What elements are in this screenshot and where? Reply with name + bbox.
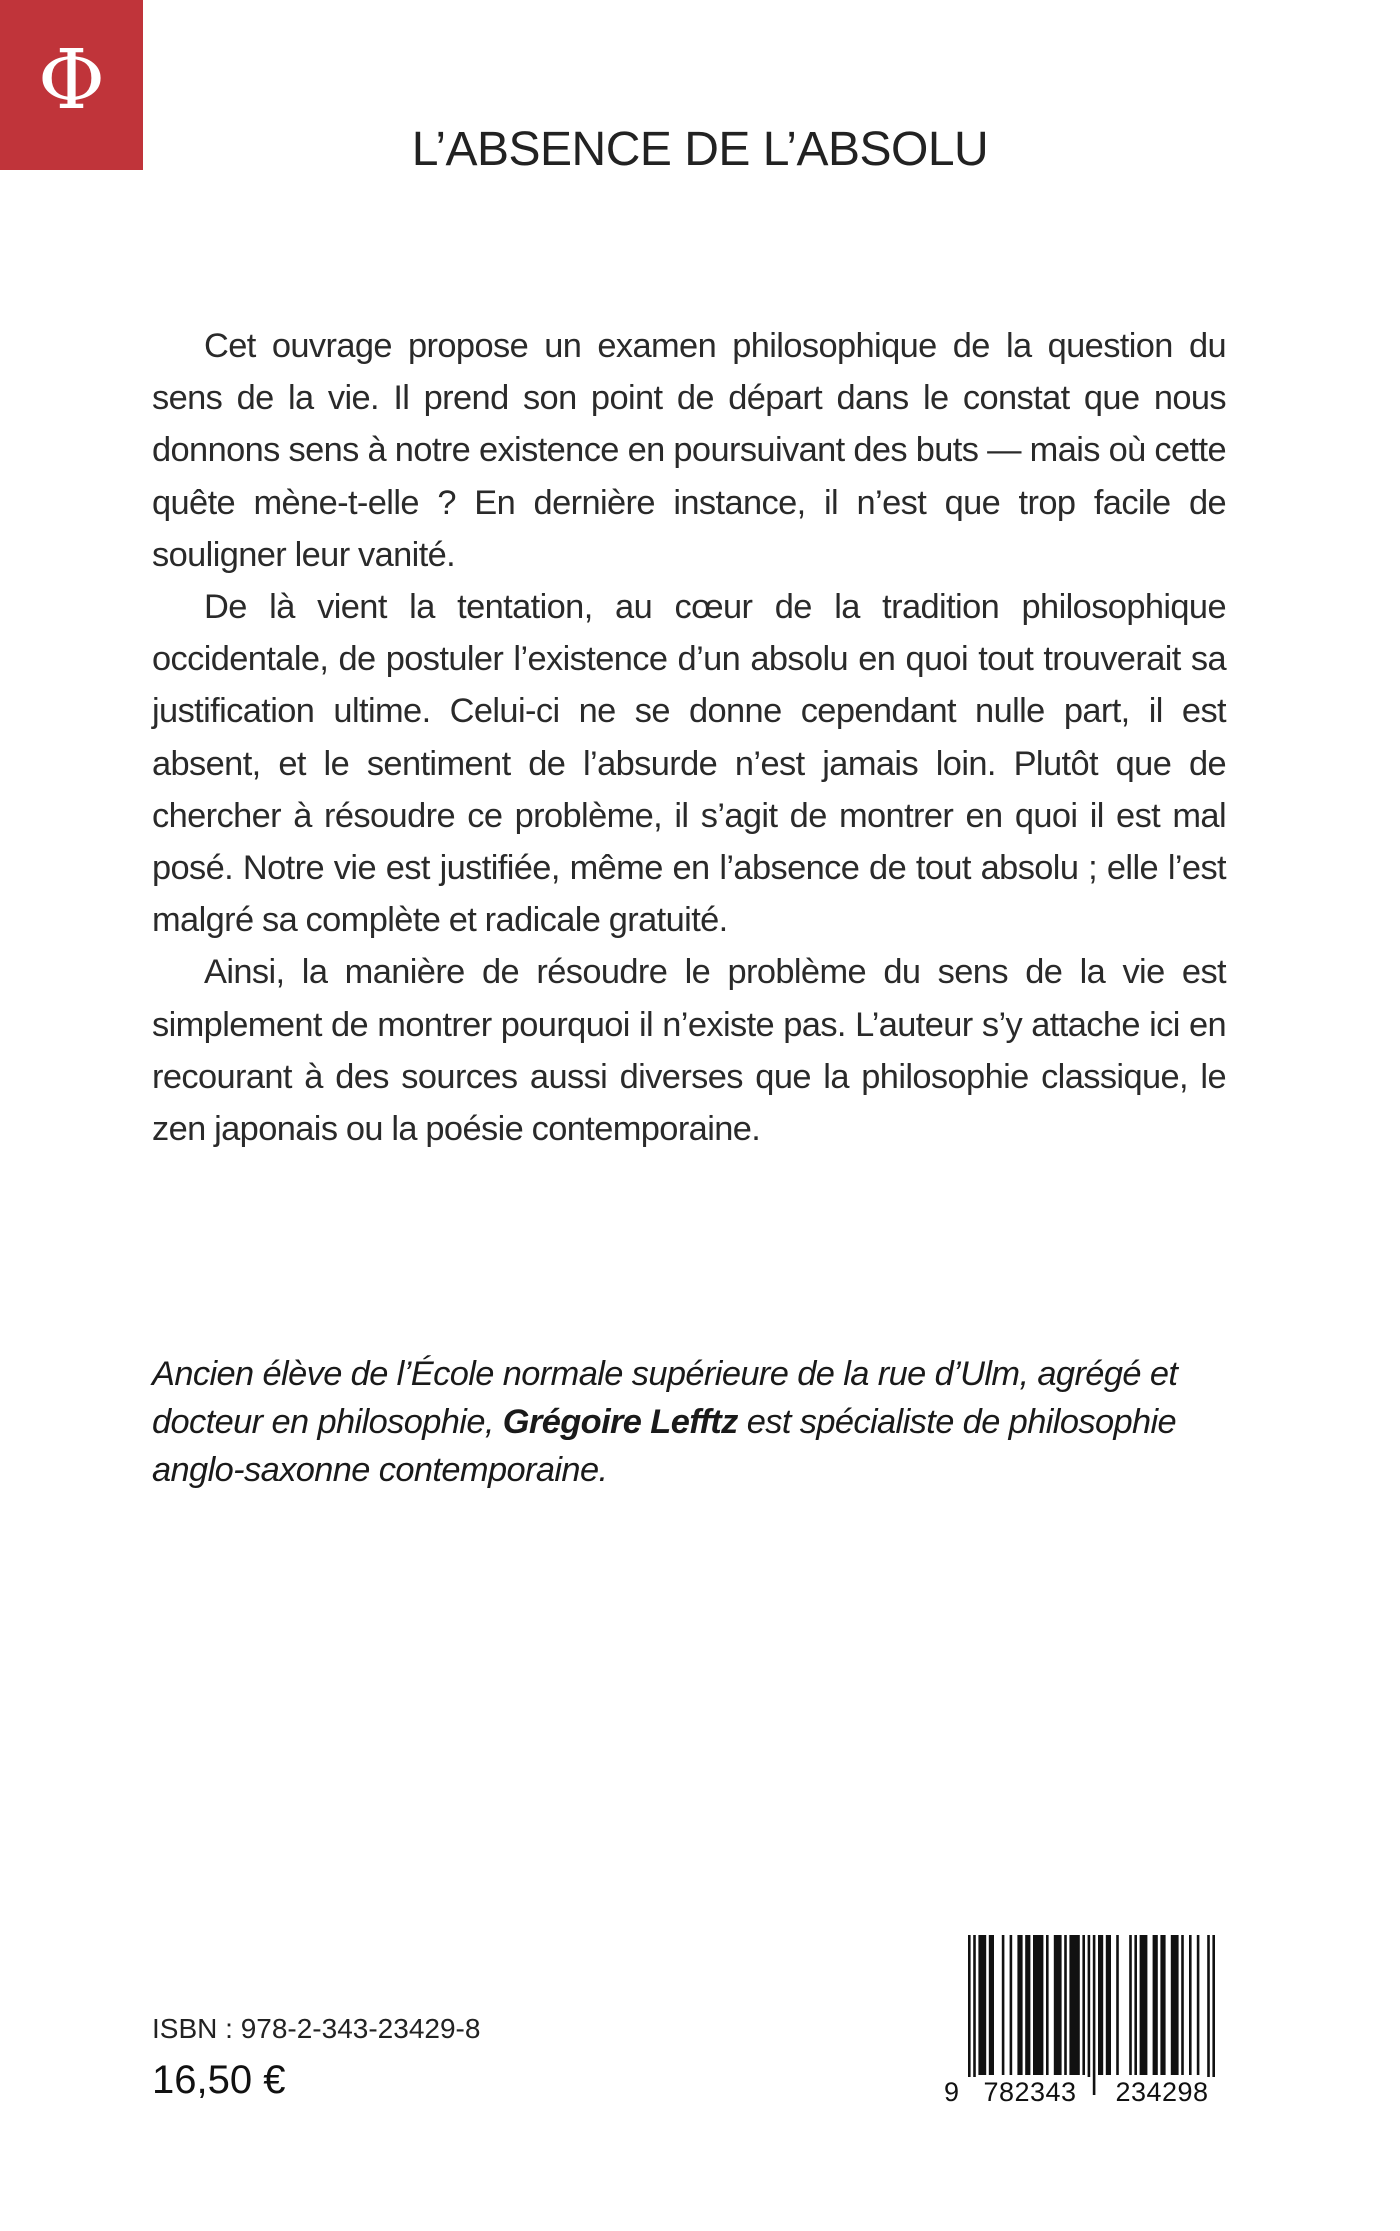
barcode-bar xyxy=(1033,1935,1043,2075)
barcode-bar xyxy=(1098,1935,1103,2075)
barcode-bar xyxy=(1116,1935,1119,2075)
barcode-bar xyxy=(1069,1935,1079,2075)
barcode-bar xyxy=(1181,1935,1184,2075)
book-summary xyxy=(152,320,1226,1155)
barcode-guard-bar xyxy=(973,1935,976,2095)
barcode-bar xyxy=(1129,1935,1132,2075)
barcode-bar xyxy=(1017,1935,1022,2075)
barcode-bar xyxy=(1197,1935,1200,2075)
barcode-bar xyxy=(1082,1935,1085,2075)
author-biography xyxy=(152,1350,1226,1494)
barcode-guard-bar xyxy=(968,1935,971,2095)
summary-paragraph-1: Cet ouvrage propose un examen philosophique de la question du sens de la vie. Il prend son point de départ dans le constat que nous donnons sens à notre existence en poursuivant des buts — mais où cette quête mène-t-elle ? En dernière instance, il n’est que trop facile de souligner leur vanité. xyxy=(152,327,1226,574)
barcode-digits xyxy=(944,2077,1226,2108)
barcode-bar xyxy=(978,1935,986,2075)
phi-icon: Φ xyxy=(37,33,106,128)
barcode-bar xyxy=(1140,1935,1148,2075)
barcode-left-group: 782343 xyxy=(968,2077,1092,2108)
author-bio-intro: Ancien élève de l’École normale supérieure de la rue d’Ulm, agrégé et docteur en philosophie, xyxy=(152,1355,1178,1441)
barcode-bar xyxy=(1153,1935,1158,2075)
author-name: Grégoire Lefftz xyxy=(502,1403,738,1441)
summary-paragraph-2: De là vient la tentation, au cœur de la tradition philosophique occidentale, de postuler l’existence d’un absolu en quoi tout trouverait sa justification ultime. Celui-ci ne se donne cependant nulle part, il est absent, et le sentiment de l’absurde n’est jamais loin. Plutôt que de chercher à résoudre ce problème, il s’agit de montrer en quoi il est mal posé. Notre vie est justifiée, même en l’absence de tout absolu ; elle l’est malgré sa complète et radicale gratuité. xyxy=(152,588,1226,940)
barcode-bar xyxy=(1046,1935,1049,2075)
isbn-number: ISBN : 978-2-343-23429-8 xyxy=(152,2013,481,2044)
barcode-bar xyxy=(1160,1935,1165,2075)
barcode-right-group: 234298 xyxy=(1100,2077,1224,2108)
barcode-guard-bar xyxy=(1093,1935,1096,2095)
barcode-bar xyxy=(1025,1935,1030,2075)
barcode-bar xyxy=(1106,1935,1111,2075)
barcode-bar xyxy=(1134,1935,1137,2075)
barcode-guard-bar xyxy=(1088,1935,1091,2095)
barcode-bar xyxy=(1064,1935,1067,2075)
book-price: 16,50 € xyxy=(152,2058,286,2102)
summary-paragraph-3: Ainsi, la manière de résoudre le problème du sens de la vie est simplement de montrer pourquoi il n’existe pas. L’auteur s’y attache ici en recourant à des sources aussi diverses que la philosophie classique, le zen japonais ou la poésie contemporaine. xyxy=(152,953,1226,1149)
author-bio-outro: est spécialiste de philosophie anglo-saxonne contemporaine. xyxy=(152,1403,1177,1489)
barcode-bar xyxy=(1010,1935,1013,2075)
barcode-bar xyxy=(1002,1935,1005,2075)
barcode-bar xyxy=(989,1935,994,2075)
barcode-guard-bar xyxy=(1212,1935,1215,2095)
barcode-bar xyxy=(1171,1935,1179,2075)
barcode-guard-bar xyxy=(1207,1935,1210,2095)
barcode-bar xyxy=(1189,1935,1192,2075)
barcode-bar xyxy=(1054,1935,1062,2075)
barcode-first-digit: 9 xyxy=(944,2077,960,2107)
book-title: L’ABSENCE DE L’ABSOLU xyxy=(411,123,989,176)
